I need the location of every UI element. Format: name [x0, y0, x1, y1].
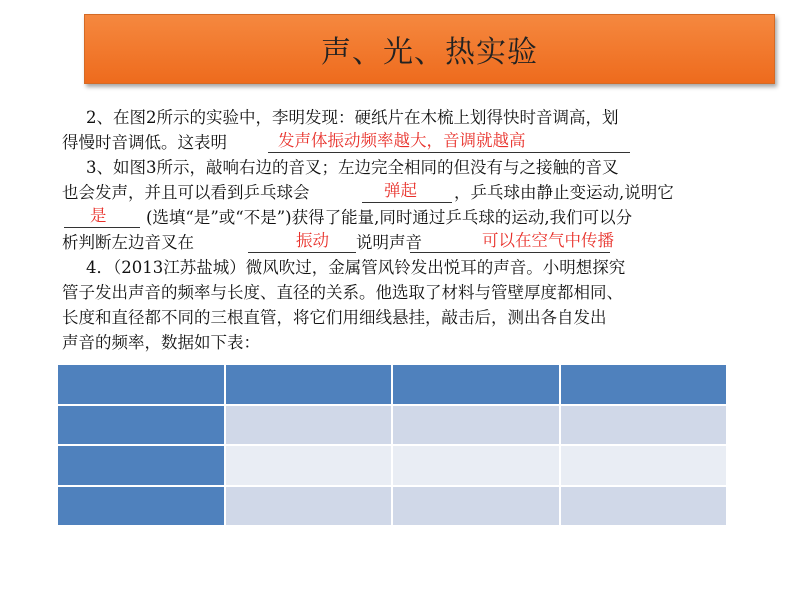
q2-line-1: 2、在图2所示的实验中，李明发现：硬纸片在木梳上划得快时音调高，划 [86, 108, 619, 127]
table-cell [392, 364, 560, 405]
q3-line-1: 3、如图3所示，敲响右边的音叉；左边完全相同的但没有与之接触的音叉 [86, 158, 619, 177]
table-cell [560, 364, 728, 405]
q2-line-2: 得慢时音调低。这表明 [62, 133, 227, 152]
table-cell [560, 445, 728, 486]
table-cell [560, 405, 728, 446]
table-cell [392, 405, 560, 446]
q4-line-3: 长度和直径都不同的三根直管，将它们用细线悬挂，敲击后，测出各自发出 [62, 308, 607, 327]
table-cell [57, 445, 225, 486]
table-header-row [57, 364, 727, 405]
table-row [57, 486, 727, 527]
q3-line-4a: 析判断左边音叉在 [62, 233, 194, 252]
q4-line-1: 4．（2013江苏盐城）微风吹过，金属管风铃发出悦耳的声音。小明想探究 [86, 258, 626, 277]
q3-answer-4: 可以在空气中传播 [482, 231, 614, 250]
q3-line-2b: ，乒乓球由静止变运动,说明它 [454, 183, 674, 202]
q3-line-4b: 说明声音 [356, 233, 422, 252]
q3-answer-1: 弹起 [384, 181, 417, 200]
q3-line-2a: 也会发声，并且可以看到乒乓球会 [62, 183, 310, 202]
q3-answer-3: 振动 [296, 231, 329, 250]
table-cell [560, 486, 728, 527]
table-cell [225, 364, 393, 405]
table-cell [225, 445, 393, 486]
q4-line-2: 管子发出声音的频率与长度、直径的关系。他选取了材料与管壁厚度都相同、 [62, 283, 623, 302]
table-cell [225, 486, 393, 527]
table-cell [57, 486, 225, 527]
table-row [57, 445, 727, 486]
table-cell [392, 445, 560, 486]
q4-line-4: 声音的频率，数据如下表： [62, 333, 260, 352]
table-row [57, 405, 727, 446]
table-cell [57, 405, 225, 446]
q2-answer: 发声体振动频率越大，音调就越高 [278, 131, 526, 150]
title-banner [84, 14, 775, 84]
table-cell [225, 405, 393, 446]
q3-line-3: (选填“是”或“不是”)获得了能量,同时通过乒乓球的运动,我们可以分 [146, 208, 633, 227]
table-cell [57, 364, 225, 405]
table-cell [392, 486, 560, 527]
data-table [56, 363, 728, 527]
slide-title: 声、光、热实验 [321, 35, 538, 70]
q3-answer-2: 是 [90, 206, 107, 225]
